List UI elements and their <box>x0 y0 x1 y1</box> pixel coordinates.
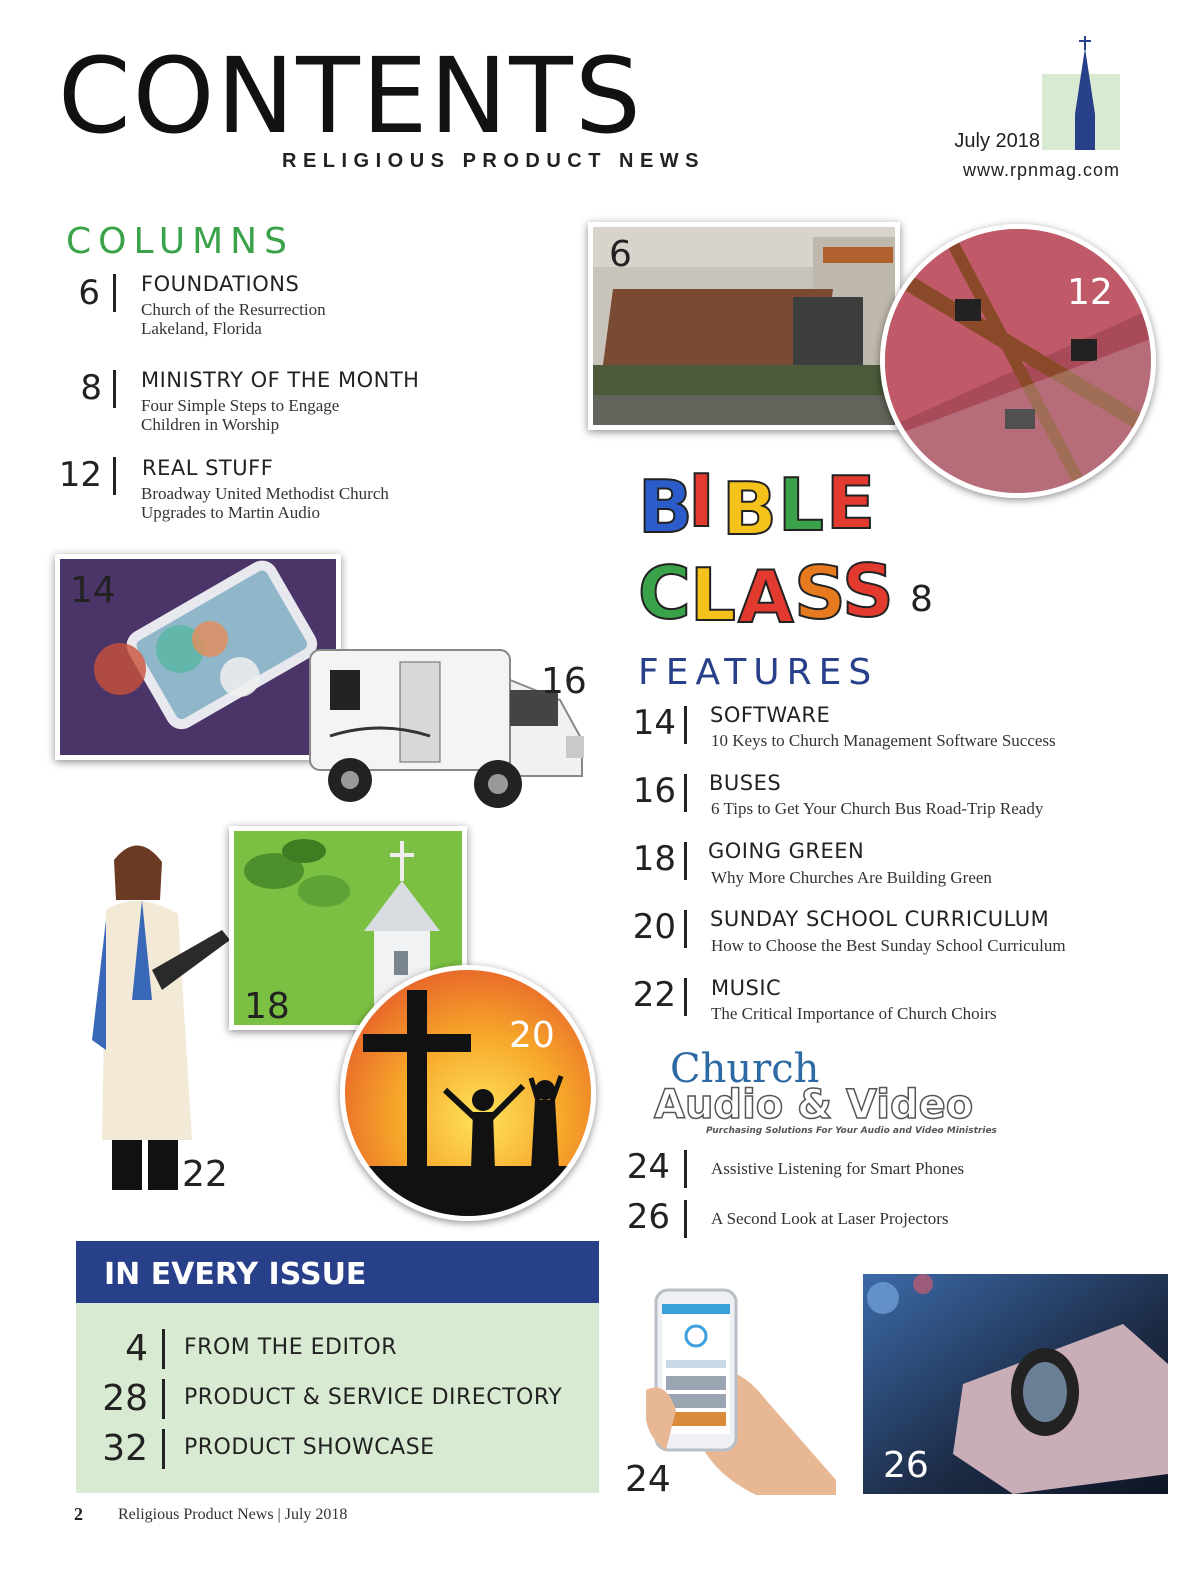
entry-title: SOFTWARE <box>710 703 831 727</box>
entry-page: 4 <box>125 1328 148 1369</box>
in-every-issue-heading: IN EVERY ISSUE <box>104 1257 367 1292</box>
svg-text:L: L <box>690 553 736 630</box>
photo-page-label: 16 <box>541 661 587 702</box>
entry-title: PRODUCT & SERVICE DIRECTORY <box>184 1385 563 1410</box>
entry-title: REAL STUFF <box>142 456 274 480</box>
svg-text:B: B <box>722 467 777 551</box>
divider <box>113 370 116 408</box>
website-link[interactable]: www.rpnmag.com <box>962 160 1120 180</box>
svg-text:L: L <box>778 463 824 547</box>
photo-page-label: 20 <box>509 1015 555 1056</box>
choir-singer-image <box>82 840 232 1200</box>
entry-desc: A Second Look at Laser Projectors <box>711 1209 949 1228</box>
entry-title: MUSIC <box>711 976 782 1000</box>
svg-text:S: S <box>794 551 846 630</box>
entry-desc: Lakeland, Florida <box>141 319 262 338</box>
entry-desc: Children in Worship <box>141 415 280 434</box>
divider <box>162 1429 165 1469</box>
entry-page: 12 <box>58 455 102 495</box>
entry-desc: How to Choose the Best Sunday School Curriculum <box>711 936 1066 955</box>
church-audio-video-logo <box>652 1046 997 1142</box>
divider <box>684 774 687 812</box>
entry-desc: 10 Keys to Church Management Software Success <box>711 731 1056 750</box>
entry-page: 18 <box>632 839 676 879</box>
divider <box>684 706 687 744</box>
page-number: 2 <box>74 1504 83 1524</box>
svg-text:I: I <box>688 459 715 543</box>
svg-text:A: A <box>738 555 794 630</box>
footer-text: Religious Product News | July 2018 <box>118 1506 348 1523</box>
entry-title: PRODUCT SHOWCASE <box>184 1435 435 1460</box>
entry-desc: Church of the Resurrection <box>141 300 326 319</box>
entry-page: 20 <box>632 907 676 947</box>
entry-title: MINISTRY OF THE MONTH <box>141 368 420 392</box>
entry-desc: 6 Tips to Get Your Church Bus Road-Trip Ready <box>711 799 1044 818</box>
divider <box>113 274 116 312</box>
entry-title: GOING GREEN <box>708 839 865 863</box>
features-heading: FEATURES <box>638 652 879 693</box>
logo-line-2: Audio & Video <box>654 1082 974 1128</box>
entry-page: 14 <box>632 703 676 743</box>
church-exterior-photo[interactable] <box>588 222 900 430</box>
entry-page: 24 <box>626 1147 670 1187</box>
entry-desc: The Critical Importance of Church Choirs <box>711 1004 997 1023</box>
svg-text:B: B <box>638 465 693 549</box>
page-title: CONTENTS <box>58 35 643 157</box>
entry-desc: Upgrades to Martin Audio <box>141 503 320 522</box>
entry-title: SUNDAY SCHOOL CURRICULUM <box>710 907 1050 931</box>
entry-page: 6 <box>78 273 100 313</box>
entry-page: 8 <box>80 368 102 408</box>
photo-page-label: 6 <box>609 234 632 275</box>
entry-page: 32 <box>102 1428 148 1469</box>
photo-page-label: 26 <box>883 1445 929 1486</box>
logo-line-1: Church <box>670 1046 820 1092</box>
steeple-icon <box>1065 36 1105 150</box>
svg-text:C: C <box>638 551 691 630</box>
in-every-issue-header <box>76 1241 599 1303</box>
divider <box>162 1379 165 1419</box>
entry-page: 28 <box>102 1378 148 1419</box>
columns-heading: COLUMNS <box>66 221 294 262</box>
photo-page-label: 18 <box>244 986 290 1027</box>
divider <box>162 1329 165 1369</box>
ceiling-speakers-photo[interactable] <box>880 224 1156 498</box>
photo-page-label: 12 <box>1067 272 1113 313</box>
cross-sunset-photo[interactable] <box>340 965 596 1221</box>
entry-title: FROM THE EDITOR <box>184 1335 397 1360</box>
entry-desc: Broadway United Methodist Church <box>141 484 389 503</box>
entry-desc: Four Simple Steps to Engage <box>141 396 340 415</box>
logo-tagline: Purchasing Solutions For Your Audio and Video Ministries <box>706 1126 997 1136</box>
svg-text:S: S <box>842 549 894 630</box>
issue-date: July 2018 <box>954 130 1040 152</box>
divider <box>113 457 116 495</box>
svg-text:E: E <box>826 461 876 545</box>
entry-page: 22 <box>632 975 676 1015</box>
photo-page-label: 24 <box>625 1459 671 1500</box>
bible-class-graphic <box>638 450 900 630</box>
divider <box>684 1150 687 1188</box>
entry-page: 16 <box>632 771 676 811</box>
entry-title: BUSES <box>709 771 782 795</box>
entry-desc: Assistive Listening for Smart Phones <box>711 1159 965 1178</box>
entry-desc: Why More Churches Are Building Green <box>711 868 992 887</box>
laser-projector-photo[interactable] <box>863 1274 1168 1494</box>
divider <box>684 842 687 880</box>
photo-page-label: 14 <box>70 570 116 611</box>
entry-page: 26 <box>626 1197 670 1237</box>
entry-title: FOUNDATIONS <box>141 272 300 296</box>
divider <box>684 910 687 948</box>
photo-page-label: 8 <box>910 579 933 620</box>
divider <box>684 1200 687 1238</box>
photo-page-label: 22 <box>182 1154 228 1195</box>
in-every-issue-list <box>76 1303 599 1493</box>
divider <box>684 978 687 1016</box>
magazine-name: RELIGIOUS PRODUCT NEWS <box>282 150 706 172</box>
